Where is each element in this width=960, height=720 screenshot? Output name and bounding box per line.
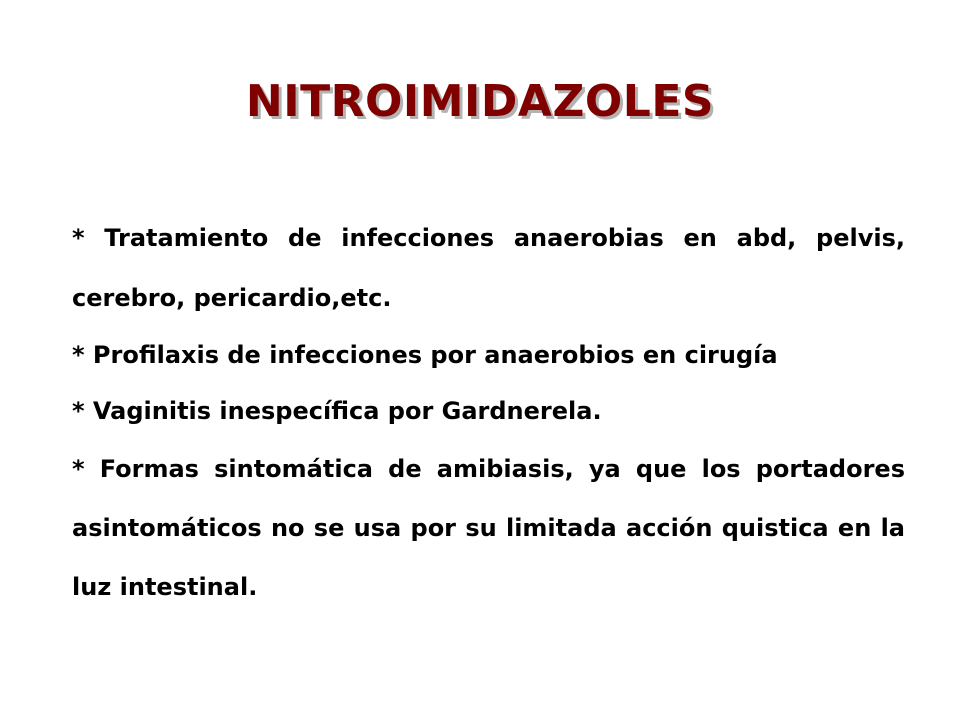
bullet-vaginitis: * Vaginitis inespecífica por Gardnerela. <box>72 397 602 425</box>
bullet-amebiasis: * Formas sintomática de amibiasis, ya que los portadores asintomáticos no se usa por su limitada acción quistica en la luz intestinal. <box>72 455 905 601</box>
bullet-surgical-prophylaxis: * Profilaxis de infecciones por anaerobios en cirugía <box>72 341 778 369</box>
slide-body <box>72 208 905 617</box>
slide-title: NITROIMIDAZOLES <box>245 76 715 127</box>
bullet-anaerobic-treatment: * Tratamiento de infecciones anaerobias en abd, pelvis, cerebro, pericardio,etc. <box>72 224 905 312</box>
